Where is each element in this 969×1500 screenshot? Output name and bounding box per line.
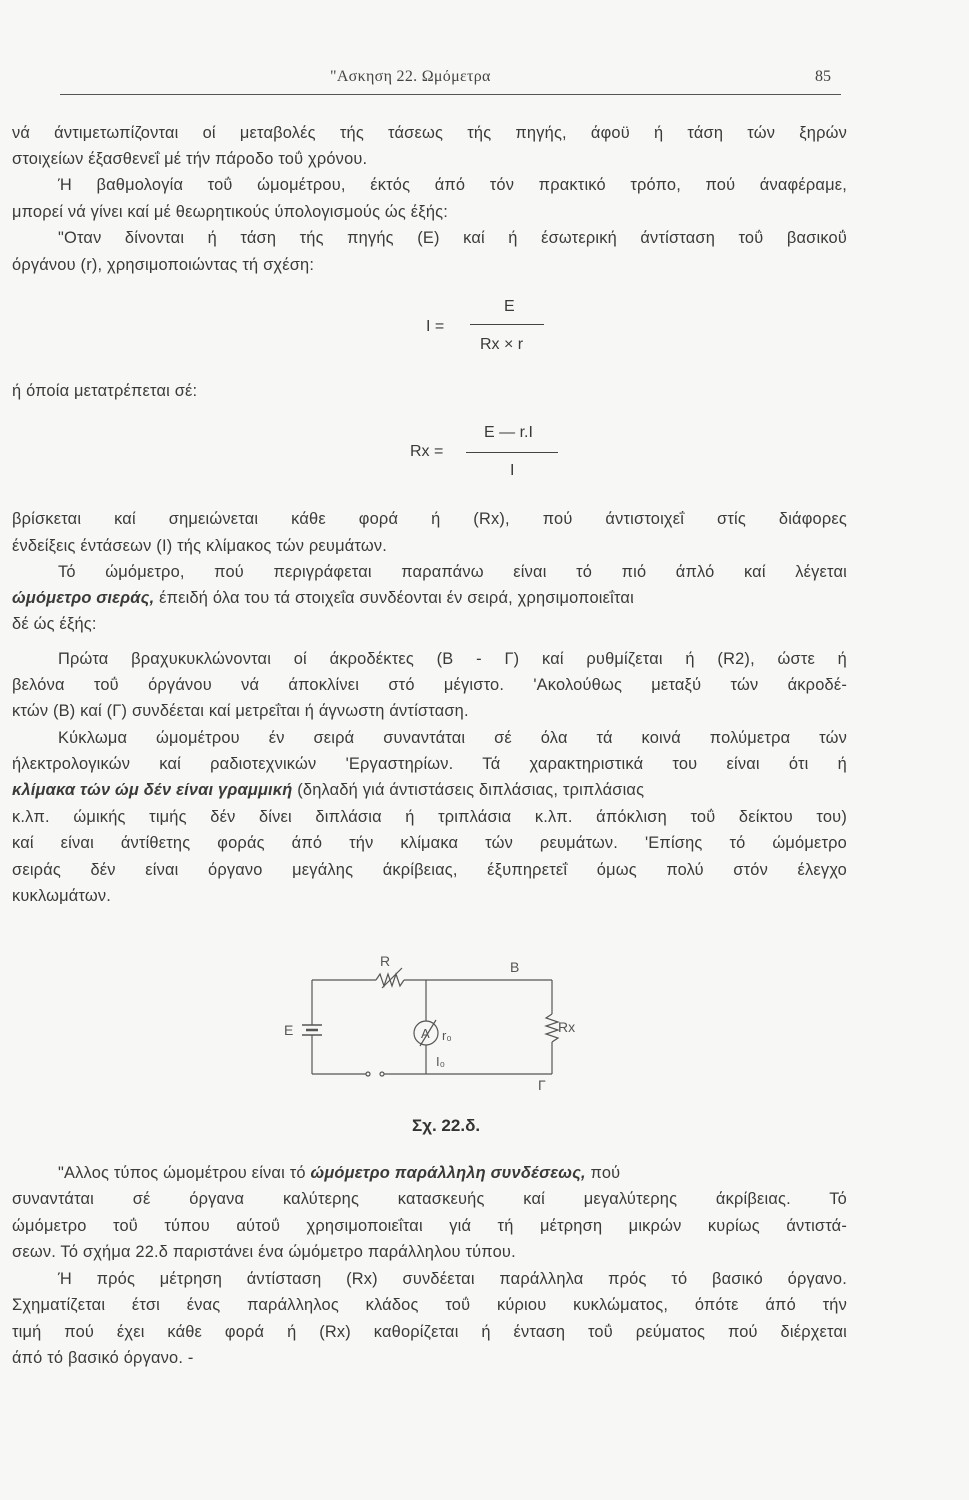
text-line-23-end: πού xyxy=(585,1164,621,1182)
text-line-11-rest: έπειδή όλα του τά στοιχεΐα συνδέονται έν σειρά, χρησιμοποιεΐται xyxy=(154,589,634,607)
text-line-5: "Οταν δίνονται ή τάση τής πηγής (Ε) καί ή έσωτερική άντίσταση τοΰ βασικοΰ xyxy=(58,229,847,247)
formula-2-fraction-bar xyxy=(466,452,558,453)
text-line-10: Τό ώμόμετρο, πού περιγράφεται παραπάνω είναι τό πιό άπλό καί λέγεται xyxy=(58,563,847,581)
text-line-25: ώμόμετρο τοΰ τύπου αύτοΰ χρησιμοποιεΐται γιά τή μέτρηση μικρών κυρίως άντιστά- xyxy=(12,1217,847,1235)
label-b: B xyxy=(510,959,520,975)
switch-contact-left xyxy=(366,1072,370,1076)
figure-caption: Σχ. 22.δ. xyxy=(412,1116,481,1135)
text-line-28: Σχηματίζεται έτσι ένας παράλληλος κλάδος τοΰ κύριου κυκλώματος, όπότε άπό τήν xyxy=(12,1296,847,1314)
label-r0: r₀ xyxy=(442,1028,452,1043)
text-line-9: ένδείξεις έντάσεων (Ι) τής κλίμακος τών ρευμάτων. xyxy=(12,537,387,555)
emphasis-nonlinear-scale: κλίμακα τών ώμ δέν είναι γραμμική xyxy=(12,781,293,799)
text-line-30: άπό τό βασικό όργανο. - xyxy=(12,1349,194,1367)
label-g: Γ xyxy=(538,1077,546,1090)
text-line-7: ή όποία μετατρέπεται σέ: xyxy=(12,382,198,400)
page-number: 85 xyxy=(815,68,831,85)
text-line-21: σειράς δέν είναι όργανο μεγάλης άκρίβειας, έξυπηρετεΐ όμως πολύ στόν έλεγχο xyxy=(12,861,847,879)
label-r: R xyxy=(380,953,391,969)
text-line-14: βελόνα τοΰ όργάνου νά άποκλίνει στό μέγιστο. 'Ακολούθως μεταξύ τών άκροδέ- xyxy=(12,676,847,694)
label-i0: I₀ xyxy=(436,1054,446,1069)
text-line-12: δέ ώς έξής: xyxy=(12,615,97,633)
text-line-1: νά άντιμετωπίζονται οί μεταβολές τής τάσεως τής πηγής, άφοϋ ή τάση τών ξηρών xyxy=(12,124,847,142)
label-a: A xyxy=(421,1026,430,1041)
text-line-29: τιμή πού έχει κάθε φορά ή (Rx) καθορίζεται ή ένταση τοΰ ρεύματος πού διέρχεται xyxy=(12,1323,847,1341)
text-line-15: κτών (Β) καί (Γ) συνδέεται καί μετρεΐται ή άγνωστη άντίσταση. xyxy=(12,702,469,720)
text-line-23 xyxy=(58,1164,847,1183)
label-e: E xyxy=(284,1022,294,1038)
text-line-16: Κύκλωμα ώμομέτρου έν σειρά συναντάται σέ όλα τά κοινά πολύμετρα τών xyxy=(58,729,847,747)
battery-symbol xyxy=(302,1025,322,1035)
running-header-title: "Ασκηση 22. Ωμόμετρα xyxy=(330,68,491,85)
text-line-19: κ.λπ. ώμικής τιμής δέν δίνει διπλάσια ή τριπλάσια κ.λπ. άπόκλιση τοΰ δείκτου του) xyxy=(12,808,847,826)
text-line-18-rest: (δηλαδή γιά άντιστάσεις διπλάσιας, τριπλάσιας xyxy=(292,781,645,799)
emphasis-series-ohmmeter: ώμόμετρο σιεράς, xyxy=(12,589,155,607)
text-line-26: σεων. Τό σχήμα 22.δ παριστάνει ένα ώμόμετρο παράλληλου τύπου. xyxy=(12,1243,516,1261)
text-line-17: ήλεκτρολογικών καί ραδιοτεχνικών 'Εργαστηρίων. Τά χαρακτηριστικά του είναι ότι ή xyxy=(12,755,847,773)
switch-contact-right xyxy=(380,1072,384,1076)
resistor-rx-symbol xyxy=(546,1014,558,1042)
text-line-11 xyxy=(12,589,847,608)
formula-2-numerator: E — r.I xyxy=(484,424,533,441)
formula-1-denominator: Rx × r xyxy=(480,336,524,353)
header-rule xyxy=(60,94,841,95)
text-line-18 xyxy=(12,781,847,800)
formula-1-fraction-bar xyxy=(470,324,544,325)
circuit-diagram xyxy=(270,950,590,1090)
text-line-4: μπορεί νά γίνει καί μέ θεωρητικούς ύπολογισμούς ώς έξής: xyxy=(12,203,448,221)
text-line-3: Ή βαθμολογία τοΰ ώμομέτρου, έκτός άπό τόν πρακτικό τρόπο, πού άναφέραμε, xyxy=(58,176,847,194)
formula-1-lhs: I = xyxy=(426,318,445,335)
formula-1-numerator: E xyxy=(504,298,515,315)
text-line-22: κυκλωμάτων. xyxy=(12,887,112,905)
text-line-20: καί είναι άντίθετης φοράς άπό τήν κλίμακα τών ρευμάτων. 'Επίσης τό ώμόμετρο xyxy=(12,834,847,852)
formula-2-denominator: I xyxy=(510,462,515,479)
text-line-24: συναντάται σέ όργανα καλύτερης κατασκευής καί μεγαλύτερης άκρίβειας. Τό xyxy=(12,1190,847,1208)
emphasis-parallel-ohmmeter: ώμόμετρο παράλληλη συνδέσεως, xyxy=(310,1164,586,1182)
label-rx: Rx xyxy=(558,1019,576,1035)
text-line-2: στοιχείων έξασθενεΐ μέ τήν πάροδο τοΰ χρόνου. xyxy=(12,150,368,168)
text-line-6: όργάνου (r), χρησιμοποιώντας τή σχέση: xyxy=(12,256,315,274)
text-line-13: Πρώτα βραχυκυκλώνονται οί άκροδέκτες (Β - Γ) καί ρυθμίζεται ή (R2), ώστε ή xyxy=(58,650,847,668)
text-line-23-start: "Αλλος τύπος ώμομέτρου είναι τό xyxy=(58,1164,311,1182)
text-line-27: Ή πρός μέτρηση άντίσταση (Rx) συνδέεται παράλληλα πρός τό βασικό όργανο. xyxy=(58,1270,847,1288)
text-line-8: βρίσκεται καί σημειώνεται κάθε φορά ή (Rx), πού άντιστοιχεΐ στίς διάφορες xyxy=(12,510,847,528)
formula-2-lhs: Rx = xyxy=(410,443,444,460)
